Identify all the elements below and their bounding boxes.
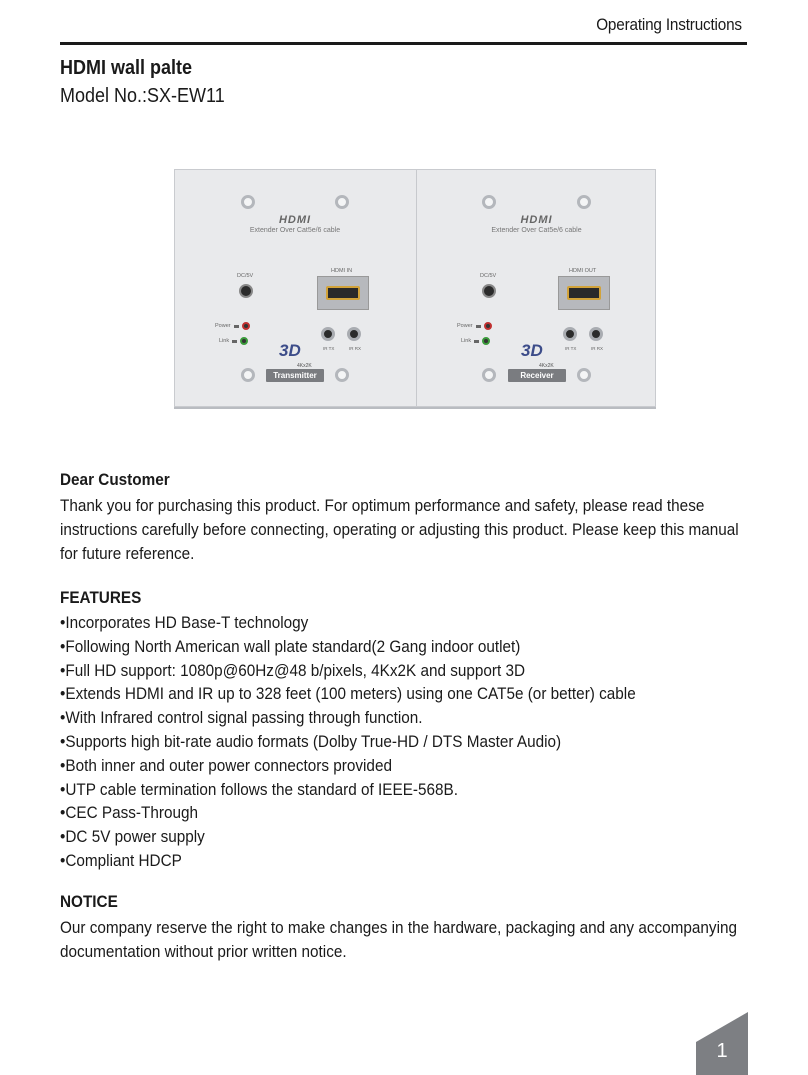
notice-heading: NOTICE xyxy=(60,892,118,911)
ir-rx-jack-icon xyxy=(589,327,603,341)
intro-heading: Dear Customer xyxy=(60,470,170,489)
dc-jack-icon xyxy=(239,284,253,298)
hdmi-port-label: HDMI OUT xyxy=(569,268,597,274)
ir-tx-label: IR TX xyxy=(565,346,577,351)
power-led-row xyxy=(457,322,492,330)
page-number: 1 xyxy=(716,1040,728,1062)
link-label: Link xyxy=(219,338,230,344)
list-item: • UTP cable termination follows the standard of IEEE-568B. xyxy=(60,778,636,802)
screw-icon xyxy=(577,368,591,382)
features-list xyxy=(60,611,636,873)
notice-paragraph: Our company reserve the right to make changes in the hardware, packaging and any accompanying documentation without prior written notice. xyxy=(60,918,737,961)
3d-logo: 3D xyxy=(521,341,543,360)
hdmi-port-frame xyxy=(558,276,610,310)
ir-tx-label: IR TX xyxy=(323,346,335,351)
brand-logo: HDMI xyxy=(278,214,312,226)
power-led-row xyxy=(215,322,250,330)
3d-logo-subtitle: 4Kx2K xyxy=(297,363,312,369)
list-item: • Following North American wall plate standard(2 Gang indoor outlet) xyxy=(60,635,636,659)
list-item: • Compliant HDCP xyxy=(60,849,636,873)
screw-icon xyxy=(577,195,591,209)
brand-logo: HDMI xyxy=(520,214,553,226)
ir-rx-label: IR RX xyxy=(349,346,362,351)
link-led-row xyxy=(461,337,490,345)
transmitter-badge: Transmitter xyxy=(266,369,324,382)
ir-tx-jack-icon xyxy=(563,327,577,341)
link-label: Link xyxy=(461,338,472,344)
list-item: • Incorporates HD Base-T technology xyxy=(60,611,636,635)
link-led-row xyxy=(219,337,248,345)
model-number: Model No.:SX-EW11 xyxy=(60,85,225,107)
ir-tx-jack-icon xyxy=(321,327,335,341)
screw-icon xyxy=(241,195,255,209)
list-item: • Full HD support: 1080p@60Hz@48 b/pixels, 4Kx2K and support 3D xyxy=(60,659,636,683)
power-label: Power xyxy=(457,323,473,329)
led-bar-icon xyxy=(234,325,239,328)
list-item: • Supports high bit-rate audio formats (Dolby True-HD / DTS Master Audio) xyxy=(60,730,636,754)
features-heading: FEATURES xyxy=(60,588,142,607)
hdmi-port-icon xyxy=(567,286,601,300)
header-rule xyxy=(60,42,747,45)
wall-plate-illustration xyxy=(174,169,656,407)
transmitter-gang xyxy=(175,170,415,406)
power-label: Power xyxy=(215,323,231,329)
list-item: • Extends HDMI and IR up to 328 feet (100 meters) using one CAT5e (or better) cable xyxy=(60,682,636,706)
brand-subtitle: Extender Over Cat5e/6 cable xyxy=(491,227,582,234)
led-bar-icon xyxy=(232,340,237,343)
led-bar-icon xyxy=(476,325,481,328)
power-led-icon xyxy=(484,322,492,330)
intro-paragraph: Thank you for purchasing this product. For optimum performance and safety, please read these instructions carefully before connecting, operating or adjusting this product. Please keep this manual for future reference. xyxy=(60,496,739,563)
led-bar-icon xyxy=(474,340,479,343)
link-led-icon xyxy=(240,337,248,345)
screw-icon xyxy=(482,368,496,382)
ir-rx-label: IR RX xyxy=(591,346,604,351)
document-title: HDMI wall palte xyxy=(60,57,193,79)
list-item: • Both inner and outer power connectors provided xyxy=(60,754,636,778)
hdmi-port-icon xyxy=(326,286,360,300)
header-title: Operating Instructions xyxy=(596,15,742,34)
screw-icon xyxy=(335,368,349,382)
list-item: • With Infrared control signal passing through function. xyxy=(60,706,636,730)
receiver-badge: Receiver xyxy=(508,369,566,382)
ir-rx-jack-icon xyxy=(347,327,361,341)
hdmi-port-frame xyxy=(317,276,369,310)
3d-logo: 3D xyxy=(279,341,301,360)
dc-label: DC/5V xyxy=(480,273,497,279)
link-led-icon xyxy=(482,337,490,345)
dc-label: DC/5V xyxy=(237,273,254,279)
3d-logo-subtitle: 4Kx2K xyxy=(539,363,554,369)
power-led-icon xyxy=(242,322,250,330)
screw-icon xyxy=(335,195,349,209)
screw-icon xyxy=(241,368,255,382)
dc-jack-icon xyxy=(482,284,496,298)
list-item: • DC 5V power supply xyxy=(60,825,636,849)
screw-icon xyxy=(482,195,496,209)
list-item: • CEC Pass-Through xyxy=(60,801,636,825)
hdmi-port-label: HDMI IN xyxy=(331,268,353,274)
brand-subtitle: Extender Over Cat5e/6 cable xyxy=(249,227,341,234)
receiver-gang xyxy=(416,170,656,406)
